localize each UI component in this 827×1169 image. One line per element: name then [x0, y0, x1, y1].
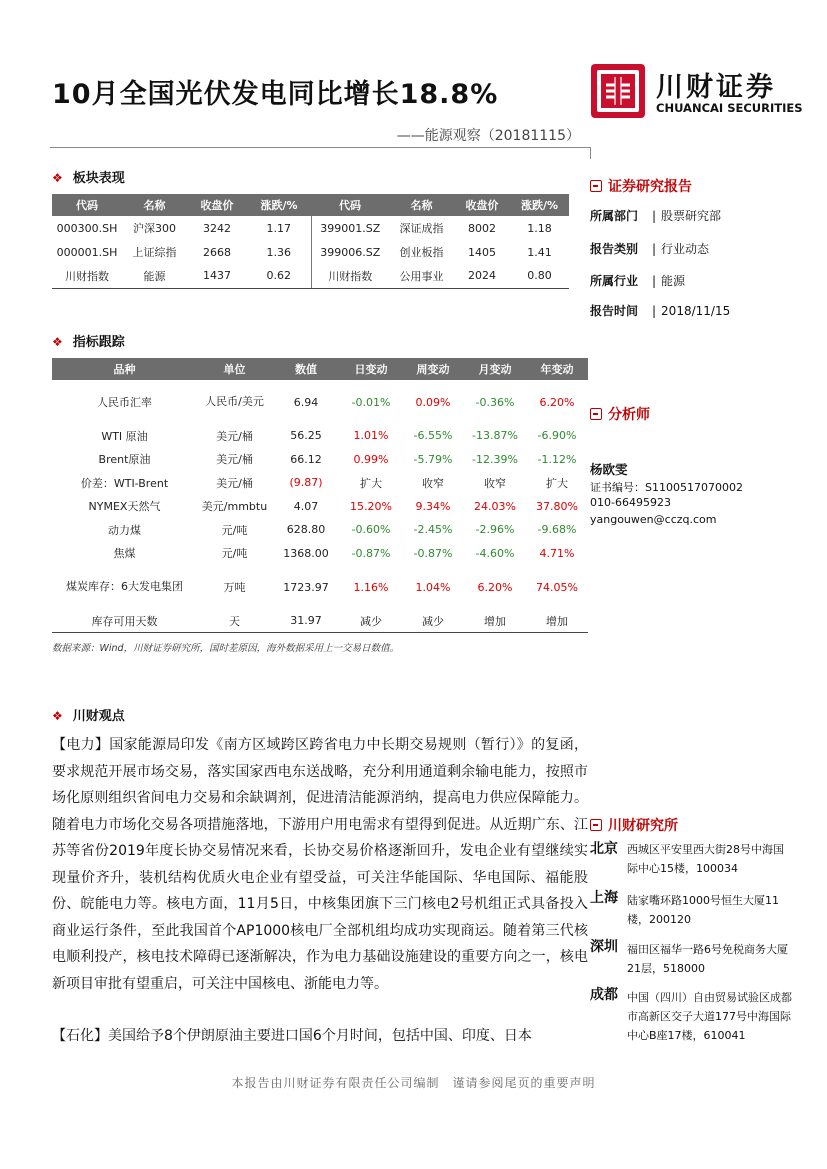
- table-cell: 37.80%: [536, 499, 578, 513]
- column-header: 日变动: [340, 358, 402, 380]
- table-cell: 库存可用天数: [52, 609, 197, 633]
- table-cell: 减少: [402, 609, 464, 633]
- table-row: [52, 471, 588, 495]
- table-cell: 天: [197, 609, 272, 633]
- table-cell: -6.55%: [413, 429, 453, 443]
- table-cell: -9.68%: [537, 523, 577, 537]
- table-cell: 1405: [468, 245, 496, 259]
- power-paragraph: 【电力】国家能源局印发《南方区域跨区跨省电力中长期交易规则（暂行）》的复函，要求规范开展市场交易，落实国家西电东送战略，充分利用通道剩余输电能力，按照市场化原则组织省间电力交易和余缺调剂，促进清洁能源消纳，提高电力供应保障能力。随着电力市场化交易各项措施落地，下游用户用电需求有望得到促进。从近期广东、江苏等省份2019年度长协交易情况来看，长协交易价格逐渐回升，发电企业有望继续实现量价齐升，装机结构优质火电企业有望受益，可关注华能国际、华电国际、福能股份、皖能电力等。核电方面，11月5日，中核集团旗下三门核电2号机组正式具备投入商业运行条件，至此我国首个AP1000核电厂全部机组均成功实现商运。随着第三代核电顺利投产，核电技术障碍已逐渐解决，作为电力基础设施建设的重要方向之一，核电新项目审批有望重启，可关注中国核电、浙能电力等。: [52, 737, 588, 992]
- table-cell: -4.60%: [475, 546, 515, 560]
- city-shenzhen: 深圳: [590, 939, 618, 955]
- table-row: [52, 240, 569, 264]
- table-cell: 66.12: [290, 452, 322, 466]
- column-header: 收盘价: [454, 194, 510, 216]
- table-cell: 动力煤: [108, 523, 141, 537]
- column-header: 单位: [197, 358, 272, 380]
- table-cell: 1.18: [527, 221, 552, 235]
- table-cell: -0.60%: [351, 523, 391, 537]
- table-cell: Brent原油: [98, 453, 151, 467]
- sector-heading: ❖ 板块表现: [52, 171, 125, 186]
- table-cell: WTI 原油: [101, 429, 148, 443]
- table-cell: NYMEX天然气: [88, 500, 161, 514]
- address-shanghai: 陆家嘴环路1000号恒生大厦11楼，200120: [627, 894, 779, 926]
- section-marker-icon: [590, 180, 602, 192]
- analyst-heading: 分析师: [590, 404, 650, 424]
- table-cell: 增加: [526, 609, 588, 633]
- city-beijing: 北京: [590, 841, 618, 857]
- column-header: 收盘价: [187, 194, 247, 216]
- analyst-phone: 010-66495923: [590, 496, 671, 509]
- table-cell: 6.20%: [477, 580, 513, 594]
- table-cell: 川财指数: [52, 264, 122, 288]
- table-cell: 创业板指: [399, 246, 444, 259]
- table-cell: 8002: [468, 221, 496, 235]
- analyst-name: 杨欧雯: [590, 462, 628, 477]
- diamond-bullet-icon: ❖: [52, 335, 63, 349]
- table-cell: 0.62: [247, 264, 311, 288]
- company-logo: [590, 63, 803, 119]
- table-header-row: [52, 194, 569, 216]
- diamond-bullet-icon: ❖: [52, 171, 63, 185]
- table-cell: -0.01%: [351, 395, 391, 409]
- table-cell: 3242: [203, 221, 231, 235]
- table-cell: -5.79%: [413, 452, 453, 466]
- table-cell: 4.71%: [539, 546, 575, 560]
- table-cell: 公用事业: [389, 264, 454, 288]
- indicator-heading: ❖ 指标跟踪: [52, 335, 125, 350]
- table-row: [52, 448, 588, 472]
- column-header: 名称: [122, 194, 187, 216]
- data-source-note: 数据来源：Wind，川财证券研究所，国时差原因，海外数据采用上一交易日数值。: [52, 643, 400, 654]
- report-meta-industry: 所属行业 | 能源: [590, 274, 686, 288]
- table-cell: (9.87): [289, 476, 323, 490]
- table-cell: 收窄: [484, 476, 506, 490]
- table-cell: 人民币/美元: [205, 395, 264, 408]
- table-cell: 4.07: [293, 499, 319, 513]
- report-title: 10月全国光伏发电同比增长18.8%: [52, 79, 499, 110]
- table-cell: 1.16%: [353, 580, 389, 594]
- table-cell: 1368.00: [283, 546, 329, 560]
- table-cell: -6.90%: [537, 429, 577, 443]
- report-meta-date: 报告时间 | 2018/11/15: [590, 304, 731, 318]
- table-cell: 31.97: [272, 609, 340, 633]
- header-divider: [50, 147, 590, 148]
- table-cell: 6.94: [293, 395, 319, 409]
- page-footer: 本报告由川财证券有限责任公司编制 谨请参阅尾页的重要声明: [231, 1076, 596, 1090]
- table-cell: -13.87%: [472, 429, 518, 443]
- table-cell: -2.96%: [475, 523, 515, 537]
- table-cell: 2668: [203, 245, 231, 259]
- city-chengdu: 成都: [590, 987, 618, 1003]
- table-cell: 焦煤: [113, 547, 136, 561]
- table-cell: 15.20%: [350, 499, 392, 513]
- table-cell: 0.99%: [353, 452, 389, 466]
- analyst-cert: 证书编号：S1100517070002: [590, 481, 743, 494]
- table-row: [52, 565, 588, 609]
- indicator-table: [52, 358, 588, 633]
- report-info-heading: 证券研究报告: [590, 176, 692, 196]
- table-cell: 价差：WTI-Brent: [80, 476, 169, 490]
- report-subtitle: ——能源观察（20181115）: [396, 128, 580, 144]
- column-header: 代码: [52, 194, 122, 216]
- table-cell: 沪深300: [133, 222, 176, 235]
- logo-chinese-name: 川财证券: [656, 72, 776, 103]
- table-cell: 增加: [464, 609, 526, 633]
- table-cell: 美元/mmbtu: [201, 500, 268, 514]
- column-header: 周变动: [402, 358, 464, 380]
- table-cell: -0.36%: [475, 395, 515, 409]
- section-marker-icon: [590, 819, 602, 831]
- table-cell: 2024: [454, 264, 510, 288]
- table-cell: 扩大: [360, 476, 382, 490]
- analyst-email[interactable]: yangouwen@cczq.com: [590, 513, 717, 526]
- table-cell: 煤炭库存：6大发电集团: [66, 580, 183, 593]
- table-cell: -0.87%: [413, 546, 453, 560]
- table-cell: 1437: [187, 264, 247, 288]
- column-header: 月变动: [464, 358, 526, 380]
- table-cell: 上证综指: [132, 246, 177, 259]
- table-cell: 人民币汇率: [97, 396, 152, 409]
- table-row: [52, 518, 588, 542]
- table-cell: 1.41: [527, 245, 552, 259]
- table-cell: 美元/桶: [216, 453, 253, 467]
- table-cell: 万吨: [223, 581, 246, 594]
- table-row: [52, 380, 588, 424]
- petrochem-paragraph: 【石化】美国给予8个伊朗原油主要进口国6个月时间，包括中国、印度、日本: [52, 1028, 532, 1044]
- table-row: [52, 216, 569, 240]
- table-cell: 元/吨: [221, 547, 248, 561]
- logo-english-name: CHUANCAI SECURITIES: [656, 101, 803, 115]
- section-marker-icon: [590, 408, 602, 420]
- table-cell: 1.17: [266, 221, 291, 235]
- table-cell: 56.25: [290, 429, 322, 443]
- table-cell: -1.12%: [537, 452, 577, 466]
- institute-heading: 川财研究所: [590, 815, 678, 835]
- column-header: 年变动: [526, 358, 588, 380]
- table-cell: 1.04%: [415, 580, 451, 594]
- table-cell: -12.39%: [472, 452, 518, 466]
- table-cell: 能源: [122, 264, 187, 288]
- report-meta-category: 报告类别 | 行业动态: [590, 242, 710, 256]
- sector-table: [52, 194, 569, 289]
- table-cell: 0.80: [510, 264, 569, 288]
- table-cell: 000300.SH: [56, 221, 118, 235]
- header-divider-tick: [590, 147, 591, 159]
- table-cell: 减少: [340, 609, 402, 633]
- table-cell: 1.36: [266, 245, 291, 259]
- table-cell: 000001.SH: [56, 245, 118, 259]
- table-cell: 399006.SZ: [311, 240, 389, 264]
- table-cell: -0.87%: [351, 546, 391, 560]
- column-header: 品种: [52, 358, 197, 380]
- table-cell: 1.01%: [353, 429, 389, 443]
- table-cell: 扩大: [546, 476, 568, 490]
- address-beijing: 西城区平安里西大街28号中海国际中心15楼，100034: [627, 843, 784, 875]
- column-header: 名称: [389, 194, 454, 216]
- column-header: 涨跌/%: [247, 194, 311, 216]
- table-cell: 深证成指: [399, 222, 444, 235]
- column-header: 数值: [272, 358, 340, 380]
- diamond-bullet-icon: ❖: [52, 709, 63, 723]
- table-cell: 1723.97: [283, 580, 329, 594]
- table-row: [52, 542, 588, 566]
- column-header: 代码: [311, 194, 389, 216]
- address-shenzhen: 福田区福华一路6号免税商务大厦21层，518000: [627, 943, 788, 975]
- table-cell: 24.03%: [474, 499, 516, 513]
- city-shanghai: 上海: [590, 890, 618, 906]
- table-cell: 美元/桶: [216, 429, 253, 443]
- table-row: [52, 424, 588, 448]
- report-meta-department: 所属部门 | 股票研究部: [590, 209, 722, 223]
- logo-mark-icon: [590, 63, 646, 119]
- table-cell: 399001.SZ: [311, 216, 389, 240]
- table-cell: 川财指数: [311, 264, 389, 288]
- table-cell: 6.20%: [539, 395, 575, 409]
- column-header: 涨跌/%: [510, 194, 569, 216]
- table-header-row: [52, 358, 588, 380]
- table-cell: 收窄: [422, 476, 444, 490]
- table-row: [52, 264, 569, 288]
- table-row: [52, 609, 588, 633]
- table-cell: 0.09%: [415, 395, 451, 409]
- table-cell: 74.05%: [536, 580, 578, 594]
- table-cell: 元/吨: [221, 523, 248, 537]
- view-heading: ❖ 川财观点: [52, 709, 125, 724]
- table-cell: 美元/桶: [216, 476, 253, 490]
- table-cell: 9.34%: [415, 499, 451, 513]
- address-chengdu: 中国（四川）自由贸易试验区成都市高新区交子大道177号中海国际中心B座17楼，610041: [627, 991, 792, 1042]
- table-cell: -2.45%: [413, 523, 453, 537]
- table-row: [52, 495, 588, 519]
- table-cell: 628.80: [286, 523, 326, 537]
